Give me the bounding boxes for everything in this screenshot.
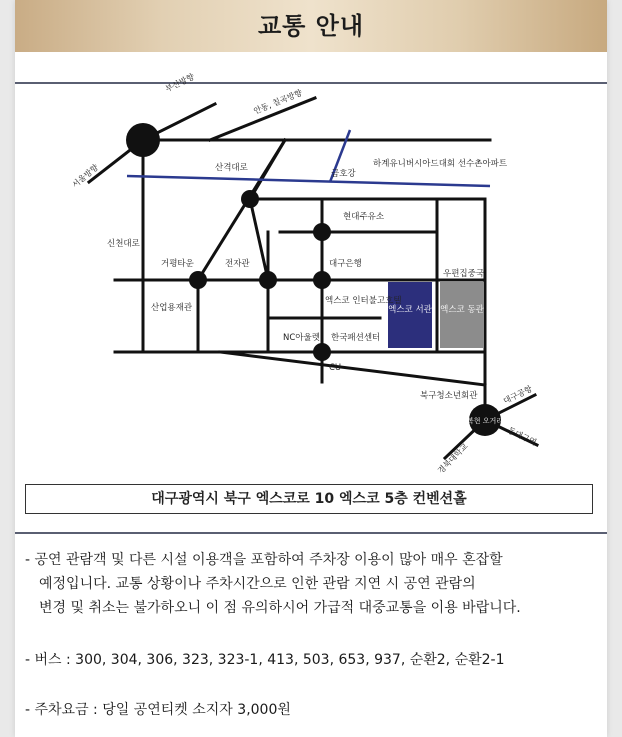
label-busan: 부산방향 — [163, 72, 196, 94]
label-nc-outlet: NC아울렛 — [283, 333, 320, 343]
label-electronics: 전자관 — [225, 259, 250, 269]
label-youth-hall: 북구청소년회관 — [420, 391, 478, 401]
label-kyungpook-univ: 경북대학교 — [436, 441, 470, 476]
label-geumho-river: 금호강 — [331, 169, 356, 179]
congestion-line: 변경 및 취소는 불가하오니 이 점 유의하시어 가급적 대중교통을 이용 바랍니다. — [39, 600, 521, 616]
label-seoul: 서울방향 — [70, 162, 100, 190]
large-junction-node — [126, 123, 160, 157]
label-bokhyeon: 복현 오거리 — [466, 417, 504, 425]
exco-east-hall — [440, 282, 484, 348]
address-box: 대구광역시 북구 엑스코로 10 엑스코 5층 컨벤션홀 — [25, 484, 593, 514]
label-fashion-center: 한국패션센터 — [331, 333, 381, 343]
label-sangyeok: 산격대로 — [215, 163, 248, 173]
label-andong: 안동, 칠곡방향 — [252, 88, 304, 116]
label-daegu-airport: 대구공항 — [501, 384, 534, 406]
congestion-line: - 공연 관람객 및 다른 시설 이용객을 포함하여 주차장 이용이 많아 매우 혼잡할 — [25, 552, 503, 568]
label-cu: CU — [329, 363, 342, 373]
label-post-office: 우편집중국 — [443, 269, 485, 279]
label-exco-intercity: 엑스코 인터불고호텔 — [325, 296, 402, 306]
label-industrial-hall: 산업용재관 — [151, 303, 193, 313]
label-exco-east: 엑스코 동관 — [440, 305, 484, 315]
page-title: 교통 안내 — [257, 12, 365, 40]
label-hyundai-gas: 현대주유소 — [343, 212, 385, 222]
label-geoseong-town: 거평타운 — [161, 259, 194, 269]
exco-west-hall — [388, 282, 432, 348]
river-line — [127, 176, 490, 186]
label-daegu-bank: 대구은행 — [329, 259, 362, 269]
congestion-line: 예정입니다. 교통 상황이나 주차시간으로 인한 관람 지연 시 공연 관람의 — [39, 576, 476, 592]
parking-note: - 주차요금 : 당일 공연티켓 소지자 3,000원 — [25, 702, 291, 718]
label-sincheon: 신천대로 — [107, 239, 140, 249]
bus-note: - 버스 : 300, 304, 306, 323, 323-1, 413, 503, 653, 937, 순환2, 순환2-1 — [25, 652, 505, 668]
congestion-note — [25, 548, 521, 620]
label-exco-west: 엑스코 서관 — [388, 305, 432, 315]
location-map — [15, 0, 607, 480]
label-dongdaegu-station: 동대구역 — [506, 425, 538, 448]
middle-divider — [15, 532, 607, 534]
transport-info-card — [15, 0, 607, 737]
label-athlete-apartment: 하계유니버시아드대회 선수촌아파트 — [373, 159, 508, 169]
